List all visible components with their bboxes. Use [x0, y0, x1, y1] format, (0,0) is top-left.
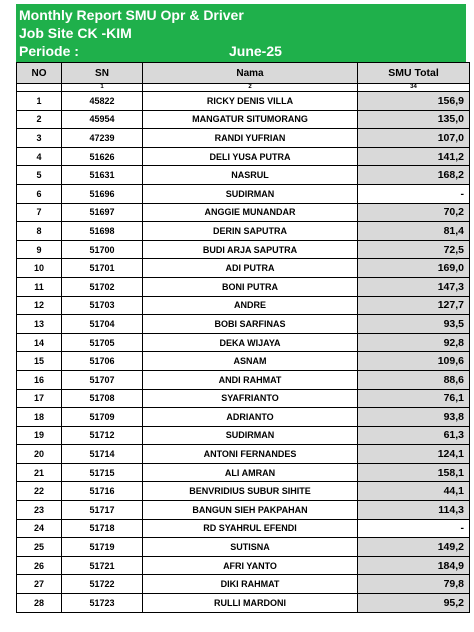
table-row	[17, 352, 470, 371]
cell-no: 26	[17, 556, 62, 575]
cell-sn: 51714	[62, 445, 143, 464]
table-row	[17, 203, 470, 222]
cell-nama: ANDRE	[143, 296, 358, 315]
periode-row	[19, 42, 463, 60]
cell-nama: BONI PUTRA	[143, 277, 358, 296]
cell-nama: BUDI ARJA SAPUTRA	[143, 240, 358, 259]
cell-no: 20	[17, 445, 62, 464]
cell-no: 22	[17, 482, 62, 501]
cell-smu: 114,3	[358, 501, 470, 520]
table-row	[17, 147, 470, 166]
cell-nama: MANGATUR SITUMORANG	[143, 110, 358, 129]
cell-nama: SUTISNA	[143, 538, 358, 557]
table-row	[17, 445, 470, 464]
cell-smu: 76,1	[358, 389, 470, 408]
table-row	[17, 501, 470, 520]
cell-sn: 51708	[62, 389, 143, 408]
cell-nama: AFRI YANTO	[143, 556, 358, 575]
header-row	[17, 63, 470, 84]
cell-nama: ANGGIE MUNANDAR	[143, 203, 358, 222]
table-row	[17, 240, 470, 259]
subheader-sn: 1	[62, 84, 143, 92]
table-row	[17, 519, 470, 538]
cell-sn: 51707	[62, 370, 143, 389]
cell-smu: 88,6	[358, 370, 470, 389]
cell-sn: 51718	[62, 519, 143, 538]
col-header-nama: Nama	[143, 63, 358, 84]
cell-nama: RULLI MARDONI	[143, 594, 358, 613]
cell-no: 11	[17, 277, 62, 296]
subheader-row	[17, 84, 470, 92]
cell-no: 6	[17, 184, 62, 203]
subheader-smu: 34	[358, 84, 470, 92]
cell-no: 25	[17, 538, 62, 557]
cell-smu: 109,6	[358, 352, 470, 371]
table-row	[17, 259, 470, 278]
job-site: Job Site CK -KIM	[19, 25, 132, 41]
cell-no: 19	[17, 426, 62, 445]
cell-smu: 156,9	[358, 92, 470, 111]
table-row	[17, 315, 470, 334]
table-row	[17, 110, 470, 129]
cell-no: 13	[17, 315, 62, 334]
table-row	[17, 575, 470, 594]
cell-no: 14	[17, 333, 62, 352]
cell-sn: 45822	[62, 92, 143, 111]
table-row	[17, 463, 470, 482]
cell-smu: 44,1	[358, 482, 470, 501]
cell-smu: 70,2	[358, 203, 470, 222]
cell-nama: DERIN SAPUTRA	[143, 222, 358, 241]
cell-no: 9	[17, 240, 62, 259]
cell-sn: 51717	[62, 501, 143, 520]
table-body	[17, 92, 470, 613]
cell-no: 12	[17, 296, 62, 315]
cell-nama: ADI PUTRA	[143, 259, 358, 278]
table-row	[17, 166, 470, 185]
col-header-sn: SN	[62, 63, 143, 84]
cell-sn: 51700	[62, 240, 143, 259]
cell-smu: 92,8	[358, 333, 470, 352]
table-row	[17, 408, 470, 427]
cell-nama: DELI YUSA PUTRA	[143, 147, 358, 166]
cell-smu: 93,5	[358, 315, 470, 334]
cell-sn: 51626	[62, 147, 143, 166]
cell-smu: 135,0	[358, 110, 470, 129]
col-header-smu: SMU Total	[358, 63, 470, 84]
table-row	[17, 333, 470, 352]
cell-no: 21	[17, 463, 62, 482]
cell-nama: DEKA WIJAYA	[143, 333, 358, 352]
cell-sn: 51715	[62, 463, 143, 482]
table-row	[17, 594, 470, 613]
cell-sn: 51721	[62, 556, 143, 575]
report-sheet	[16, 4, 466, 613]
cell-smu: 149,2	[358, 538, 470, 557]
cell-smu: 124,1	[358, 445, 470, 464]
cell-no: 10	[17, 259, 62, 278]
cell-sn: 51704	[62, 315, 143, 334]
cell-nama: SUDIRMAN	[143, 426, 358, 445]
periode-value: June-25	[229, 43, 282, 59]
cell-sn: 45954	[62, 110, 143, 129]
cell-no: 1	[17, 92, 62, 111]
cell-smu: 107,0	[358, 129, 470, 148]
cell-nama: SUDIRMAN	[143, 184, 358, 203]
cell-nama: NASRUL	[143, 166, 358, 185]
smu-table	[16, 62, 470, 613]
cell-no: 17	[17, 389, 62, 408]
cell-sn: 51719	[62, 538, 143, 557]
cell-smu: 93,8	[358, 408, 470, 427]
table-row	[17, 389, 470, 408]
cell-sn: 51702	[62, 277, 143, 296]
cell-nama: RD SYAHRUL EFENDI	[143, 519, 358, 538]
cell-sn: 51716	[62, 482, 143, 501]
table-row	[17, 92, 470, 111]
cell-smu: 141,2	[358, 147, 470, 166]
report-title: Monthly Report SMU Opr & Driver	[19, 7, 244, 23]
cell-smu: -	[358, 519, 470, 538]
cell-sn: 51696	[62, 184, 143, 203]
cell-sn: 51706	[62, 352, 143, 371]
cell-sn: 51701	[62, 259, 143, 278]
table-row	[17, 296, 470, 315]
cell-smu: 72,5	[358, 240, 470, 259]
cell-sn: 51631	[62, 166, 143, 185]
cell-nama: ANDI RAHMAT	[143, 370, 358, 389]
cell-no: 3	[17, 129, 62, 148]
cell-no: 4	[17, 147, 62, 166]
subheader-nama: 2	[143, 84, 358, 92]
cell-smu: 158,1	[358, 463, 470, 482]
cell-no: 16	[17, 370, 62, 389]
cell-smu: 61,3	[358, 426, 470, 445]
cell-smu: 169,0	[358, 259, 470, 278]
cell-nama: DIKI RAHMAT	[143, 575, 358, 594]
cell-no: 28	[17, 594, 62, 613]
cell-no: 7	[17, 203, 62, 222]
cell-no: 5	[17, 166, 62, 185]
cell-nama: ALI AMRAN	[143, 463, 358, 482]
cell-no: 2	[17, 110, 62, 129]
table-row	[17, 184, 470, 203]
cell-sn: 47239	[62, 129, 143, 148]
cell-nama: BANGUN SIEH PAKPAHAN	[143, 501, 358, 520]
cell-no: 15	[17, 352, 62, 371]
cell-smu: 147,3	[358, 277, 470, 296]
subheader-no	[17, 84, 62, 92]
cell-no: 23	[17, 501, 62, 520]
cell-smu: 95,2	[358, 594, 470, 613]
report-header	[16, 4, 466, 62]
cell-smu: 168,2	[358, 166, 470, 185]
cell-sn: 51723	[62, 594, 143, 613]
cell-sn: 51697	[62, 203, 143, 222]
cell-nama: ASNAM	[143, 352, 358, 371]
cell-sn: 51705	[62, 333, 143, 352]
table-row	[17, 426, 470, 445]
cell-no: 27	[17, 575, 62, 594]
cell-smu: -	[358, 184, 470, 203]
cell-smu: 81,4	[358, 222, 470, 241]
table-row	[17, 370, 470, 389]
cell-sn: 51698	[62, 222, 143, 241]
cell-nama: ADRIANTO	[143, 408, 358, 427]
cell-sn: 51712	[62, 426, 143, 445]
cell-nama: RANDI YUFRIAN	[143, 129, 358, 148]
cell-nama: BOBI SARFINAS	[143, 315, 358, 334]
cell-no: 8	[17, 222, 62, 241]
cell-nama: BENVRIDIUS SUBUR SIHITE	[143, 482, 358, 501]
cell-no: 24	[17, 519, 62, 538]
col-header-no: NO	[17, 63, 62, 84]
table-row	[17, 129, 470, 148]
cell-smu: 184,9	[358, 556, 470, 575]
cell-sn: 51703	[62, 296, 143, 315]
cell-no: 18	[17, 408, 62, 427]
periode-label: Periode :	[19, 43, 79, 59]
cell-sn: 51722	[62, 575, 143, 594]
cell-sn: 51709	[62, 408, 143, 427]
cell-smu: 79,8	[358, 575, 470, 594]
cell-nama: SYAFRIANTO	[143, 389, 358, 408]
table-row	[17, 556, 470, 575]
table-row	[17, 482, 470, 501]
table-row	[17, 222, 470, 241]
cell-nama: ANTONI FERNANDES	[143, 445, 358, 464]
cell-nama: RICKY DENIS VILLA	[143, 92, 358, 111]
table-row	[17, 538, 470, 557]
table-row	[17, 277, 470, 296]
cell-smu: 127,7	[358, 296, 470, 315]
